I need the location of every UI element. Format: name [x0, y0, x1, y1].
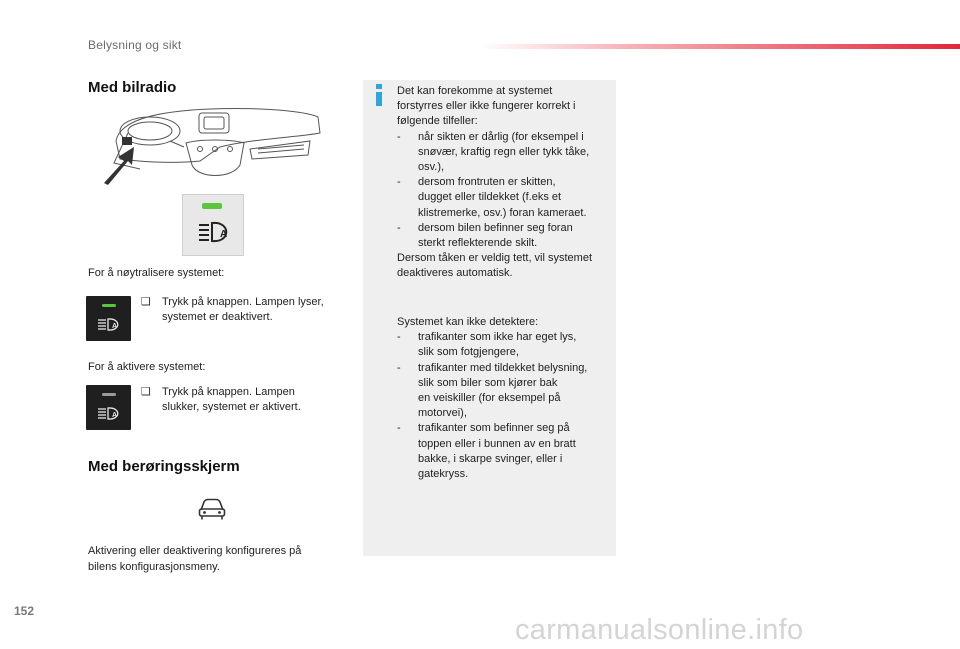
info-intro-line-2: forstyrres eller ikke fungerer korrekt i [397, 100, 576, 113]
info-limitation-item: - trafikanter som ikke har eget lys, slik som fotgjengere, [397, 331, 577, 359]
button-lamp-on-icon [86, 296, 131, 341]
touchscreen-text-line-2: bilens konfigurasjonsmeny. [88, 561, 220, 573]
info-cannot-detect-heading: Systemet kan ikke detektere: [397, 316, 539, 328]
info-condition-item: - dersom bilen befinner seg foran sterkt reflekterende skilt. [397, 221, 573, 250]
svg-text:A: A [220, 229, 228, 240]
info-intro-line-3: følgende tilfeller: [397, 115, 478, 128]
info-condition-item: - dersom frontruten er skitten, dugget eller tildekket (f.eks et klistremerke, osv.) foran kameraet. [397, 176, 587, 219]
button-lamp-off-icon [86, 385, 131, 430]
info-limitation-item: - trafikanter med tildekket belysning, slik som biler som kjører bak en veiskiller (for eksempel på motorvei), [397, 361, 588, 420]
activate-step-text: Trykk på knappen. Lampen slukker, systemet er aktivert. [162, 386, 301, 413]
info-note-line-1: Dersom tåken er veldig tett, vil systemet [397, 252, 593, 265]
info-limitation-item: - trafikanter som befinner seg på toppen eller i bunnen av en bratt bakke, i skarpe svinger, eller i gatekryss. [397, 422, 576, 481]
activate-label: For å aktivere systemet: [88, 361, 206, 373]
deactivate-step [141, 295, 356, 327]
touchscreen-text-line-1: Aktivering eller deaktivering konfigureres på [88, 545, 302, 557]
svg-text:A: A [112, 323, 118, 330]
deactivate-step-text: Trykk på knappen. Lampen lyser, systemet er deaktivert. [162, 296, 324, 323]
dashboard-illustration [100, 103, 324, 185]
radio-section-title: Med bilradio [88, 79, 177, 96]
header-accent-bar [480, 44, 960, 49]
info-condition-item: - når sikten er dårlig (for eksempel i snøvær, kraftig regn eller tykk tåke, osv.), [397, 130, 590, 174]
info-limitations-block [397, 315, 613, 482]
activate-step [141, 385, 356, 417]
touchscreen-section-title: Med berøringsskjerm [88, 458, 240, 475]
watermark: carmanualsonline.info [515, 614, 804, 646]
high-beam-assist-button-illustration [182, 194, 244, 256]
info-icon [372, 84, 386, 106]
svg-text:A: A [112, 412, 118, 419]
neutralize-label: For å nøytralisere systemet: [88, 267, 225, 279]
info-conditions-block [397, 84, 613, 282]
section-header-title: Belysning og sikt [88, 38, 182, 52]
page-number: 152 [14, 604, 35, 618]
checkbox-bullet-icon: ❑ [141, 296, 151, 308]
info-note-line-2: deaktiveres automatisk. [397, 267, 513, 280]
info-intro-line-1: Det kan forekomme at systemet [397, 85, 553, 97]
car-settings-icon [197, 496, 227, 522]
high-beam-auto-icon [183, 195, 243, 255]
checkbox-bullet-icon: ❑ [141, 386, 151, 398]
